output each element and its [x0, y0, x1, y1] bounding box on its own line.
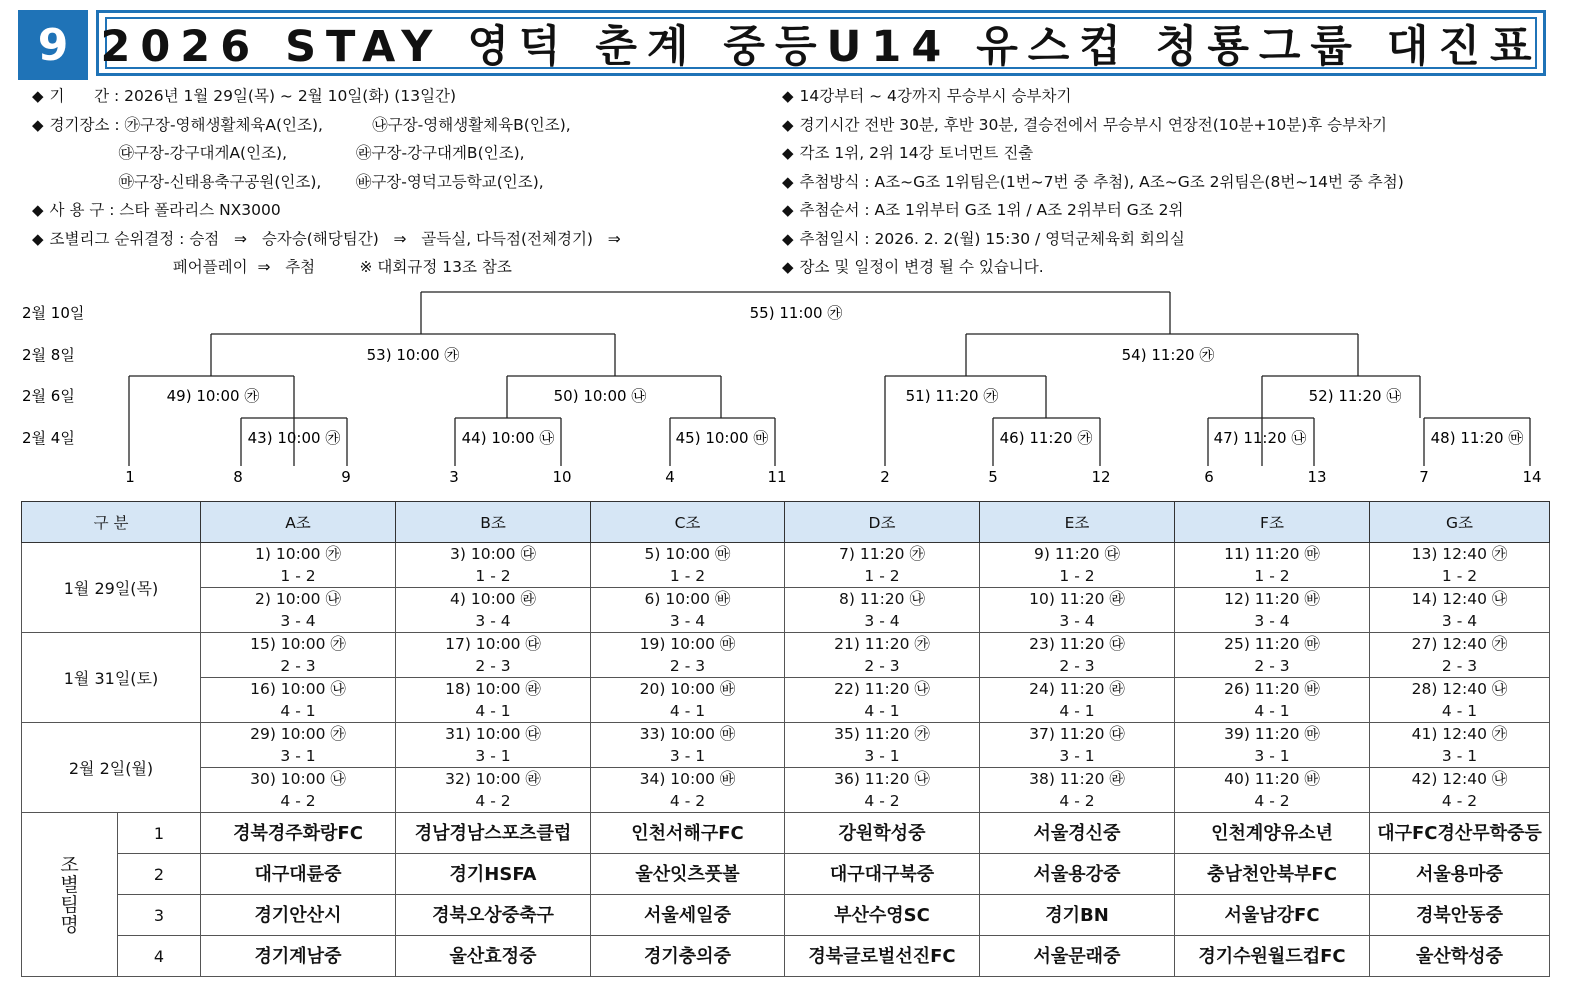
- team-name: 서울용강중: [980, 854, 1175, 895]
- team-name: 서울세일중: [591, 895, 785, 936]
- seed-number: 3: [449, 468, 459, 486]
- match-time: 17) 10:00 ㉰: [445, 635, 541, 653]
- header-group: C조: [591, 502, 785, 543]
- info-left-text: 기 간 : 2026년 1월 29일(목) ~ 2월 10일(화) (13일간): [49, 87, 457, 105]
- match-cell: [785, 543, 980, 588]
- match-pairing: 1 - 2: [669, 567, 706, 585]
- match-pairing: 4 - 2: [1254, 792, 1290, 810]
- match-cell: [591, 723, 785, 768]
- team-name: 대구대구북중: [785, 854, 980, 895]
- info-right-line: [782, 82, 1404, 111]
- match-cell: [980, 543, 1175, 588]
- match-pairing: 3 - 1: [1441, 747, 1478, 765]
- match-pairing: 4 - 2: [864, 792, 900, 810]
- match-43-label: 43) 10:00 ㉮: [247, 429, 341, 447]
- header: [18, 10, 1550, 82]
- table-row: [22, 768, 1550, 813]
- team-name: 경남경남스포츠클럽: [396, 813, 591, 854]
- seed-number: 11: [767, 468, 787, 486]
- match-time: 20) 10:00 ㉳: [639, 680, 736, 698]
- match-time: 26) 11:20 ㉳: [1224, 680, 1320, 698]
- header-group: B조: [396, 502, 591, 543]
- match-time: 28) 12:40 ㉯: [1411, 680, 1508, 698]
- match-pairing: 1 - 2: [475, 567, 511, 585]
- header-group: F조: [1175, 502, 1370, 543]
- match-49-label: 49) 10:00 ㉮: [166, 387, 260, 405]
- match-pairing: 4 - 1: [864, 702, 900, 720]
- match-pairing: 3 - 1: [1254, 747, 1290, 765]
- match-pairing: 2 - 3: [1059, 657, 1095, 675]
- match-pairing: 3 - 4: [475, 612, 511, 630]
- match-cell: [1175, 723, 1370, 768]
- match-cell: [396, 588, 591, 633]
- match-pairing: 3 - 1: [475, 747, 511, 765]
- header-category: 구 분: [22, 502, 201, 543]
- match-cell: [1175, 543, 1370, 588]
- match-time: 32) 10:00 ㉱: [445, 770, 541, 788]
- team-name: 경기안산시: [201, 895, 396, 936]
- team-row: [22, 936, 1550, 977]
- header-group: G조: [1370, 502, 1550, 543]
- match-pairing: 3 - 1: [280, 747, 316, 765]
- header-group: E조: [980, 502, 1175, 543]
- match-time: 33) 10:00 ㉲: [639, 725, 736, 743]
- match-time: 13) 12:40 ㉮: [1411, 545, 1508, 563]
- match-cell: [1370, 588, 1550, 633]
- info-right-text: 각조 1위, 2위 14강 토너먼트 진출: [799, 144, 1034, 162]
- match-44-label: 44) 10:00 ㉯: [461, 429, 555, 447]
- match-cell: [201, 588, 396, 633]
- table-row: [22, 633, 1550, 678]
- match-time: 9) 11:20 ㉰: [1034, 545, 1120, 563]
- info-left-line: [32, 111, 621, 140]
- bullet-diamond-icon: ◆: [782, 87, 794, 105]
- info-left-line: [32, 196, 621, 225]
- bullet-diamond-icon: ◆: [782, 115, 794, 134]
- info-right-text: 14강부터 ~ 4강까지 무승부시 승부차기: [799, 87, 1072, 105]
- match-time: 37) 11:20 ㉰: [1029, 725, 1125, 743]
- seed-slot-number: 3: [118, 895, 201, 936]
- info-left-text: 조별리그 순위결정 : 승점 ⇒ 승자승(해당팀간) ⇒ 골득실, 다득점(전체경기) ⇒: [49, 229, 621, 248]
- match-cell: [1175, 768, 1370, 813]
- info-left-text: 경기장소 : ㉮구장-영해생활체육A(인조), ㉯구장-영해생활체육B(인조),: [49, 115, 571, 134]
- title-box: [96, 10, 1546, 76]
- match-day-label: 1월 29일(목): [22, 543, 201, 633]
- match-time: 14) 12:40 ㉯: [1411, 590, 1508, 608]
- match-pairing: 3 - 4: [1059, 612, 1095, 630]
- team-row: [22, 854, 1550, 895]
- bullet-diamond-icon: ◆: [32, 201, 44, 219]
- info-right-text: 추첨방식 : A조~G조 1위팀은(1번~7번 중 추첨), A조~G조 2위팀은(8번~14번 중 추첨): [799, 172, 1404, 191]
- match-time: 24) 11:20 ㉱: [1029, 680, 1125, 698]
- seed-number: 10: [552, 468, 572, 486]
- match-cell: [396, 768, 591, 813]
- header-group: A조: [201, 502, 396, 543]
- bullet-diamond-icon: ◆: [32, 229, 44, 248]
- seed-slot-number: 1: [118, 813, 201, 854]
- match-day-label: 1월 31일(토): [22, 633, 201, 723]
- match-time: 7) 11:20 ㉮: [839, 545, 925, 563]
- seed-number: 1: [125, 468, 135, 486]
- bullet-diamond-icon: ◆: [32, 87, 44, 105]
- match-cell: [1370, 723, 1550, 768]
- match-cell: [980, 633, 1175, 678]
- team-name: 강원학성중: [785, 813, 980, 854]
- match-cell: [396, 678, 591, 723]
- match-time: 29) 10:00 ㉮: [250, 725, 346, 743]
- match-50-label: 50) 10:00 ㉯: [553, 387, 647, 405]
- match-pairing: 2 - 3: [475, 657, 511, 675]
- seed-number: 8: [233, 468, 243, 486]
- seed-number: 5: [988, 468, 998, 486]
- team-name: 인천서해구FC: [591, 813, 785, 854]
- match-pairing: 4 - 2: [280, 792, 316, 810]
- match-time: 42) 12:40 ㉯: [1411, 770, 1508, 788]
- match-cell: [201, 543, 396, 588]
- match-47-label: 47) 11:20 ㉯: [1213, 429, 1307, 447]
- round-date: 2월 8일: [22, 346, 75, 364]
- match-cell: [785, 678, 980, 723]
- match-55-label: 55) 11:00 ㉮: [749, 304, 843, 322]
- seed-slot-number: 4: [118, 936, 201, 977]
- match-time: 19) 10:00 ㉲: [639, 635, 736, 653]
- info-left: [32, 82, 621, 282]
- match-cell: [591, 768, 785, 813]
- match-day-label: 2월 2일(월): [22, 723, 201, 813]
- tournament-bracket: [0, 285, 1578, 490]
- match-time: 18) 10:00 ㉱: [445, 680, 541, 698]
- match-time: 39) 11:20 ㉲: [1224, 725, 1320, 743]
- match-time: 38) 11:20 ㉱: [1029, 770, 1125, 788]
- match-cell: [396, 633, 591, 678]
- team-name: 대구FC경산무학중등: [1370, 813, 1550, 854]
- info-left-text: ㉰구장-강구대게A(인조), ㉱구장-강구대게B(인조),: [49, 144, 525, 162]
- match-time: 25) 11:20 ㉲: [1224, 635, 1320, 653]
- match-cell: [591, 543, 785, 588]
- info-right-line: [782, 196, 1404, 225]
- team-row: [22, 813, 1550, 854]
- match-cell: [201, 723, 396, 768]
- info-left-text: 페어플레이 ⇒ 추첨 ※ 대회규정 13조 참조: [49, 258, 512, 276]
- match-time: 5) 10:00 ㉲: [644, 545, 731, 563]
- info-left-line: [32, 225, 621, 254]
- match-cell: [396, 543, 591, 588]
- match-pairing: 2 - 3: [669, 657, 706, 675]
- match-pairing: 4 - 1: [1441, 702, 1478, 720]
- info-right-text: 경기시간 전반 30분, 후반 30분, 결승전에서 무승부시 연장전(10분+10분)후 승부차기: [799, 115, 1388, 134]
- team-name: 경기충의중: [591, 936, 785, 977]
- match-pairing: 4 - 1: [1059, 702, 1095, 720]
- match-cell: [1175, 588, 1370, 633]
- info-left-line: [32, 82, 621, 111]
- match-cell: [591, 588, 785, 633]
- team-name: 울산잇츠풋볼: [591, 854, 785, 895]
- team-name: 경북경주화랑FC: [201, 813, 396, 854]
- match-pairing: 2 - 3: [1254, 657, 1290, 675]
- match-pairing: 2 - 3: [1441, 657, 1478, 675]
- match-time: 2) 10:00 ㉯: [255, 590, 341, 608]
- team-name: 경북오상중축구: [396, 895, 591, 936]
- team-name: 충남천안북부FC: [1175, 854, 1370, 895]
- match-time: 6) 10:00 ㉳: [644, 590, 731, 608]
- match-pairing: 3 - 4: [280, 612, 316, 630]
- match-time: 21) 11:20 ㉮: [834, 635, 930, 653]
- info-right: [782, 82, 1404, 282]
- bullet-diamond-icon: ◆: [782, 258, 794, 276]
- match-pairing: 3 - 1: [1059, 747, 1095, 765]
- match-cell: [591, 633, 785, 678]
- match-46-label: 46) 11:20 ㉮: [999, 429, 1093, 447]
- match-cell: [1370, 633, 1550, 678]
- match-time: 34) 10:00 ㉳: [639, 770, 736, 788]
- team-name: 대구대륜중: [201, 854, 396, 895]
- seed-number: 12: [1091, 468, 1111, 486]
- info-left-text: ㉲구장-신태용축구공원(인조), ㉳구장-영덕고등학교(인조),: [49, 172, 544, 191]
- match-pairing: 2 - 3: [864, 657, 900, 675]
- bullet-diamond-icon: ◆: [782, 229, 794, 248]
- seed-number: 14: [1522, 468, 1542, 486]
- team-row: [22, 895, 1550, 936]
- match-pairing: 4 - 1: [669, 702, 706, 720]
- match-time: 11) 11:20 ㉲: [1224, 545, 1320, 563]
- match-pairing: 4 - 2: [475, 792, 511, 810]
- info-right-line: [782, 139, 1404, 168]
- match-pairing: 4 - 1: [1254, 702, 1290, 720]
- match-pairing: 4 - 2: [1441, 792, 1478, 810]
- page-number-badge: 9: [18, 10, 88, 80]
- match-cell: [1175, 633, 1370, 678]
- seed-number: 6: [1204, 468, 1214, 486]
- match-pairing: 2 - 3: [280, 657, 316, 675]
- match-cell: [785, 633, 980, 678]
- match-pairing: 4 - 1: [475, 702, 511, 720]
- seed-number: 2: [880, 468, 890, 486]
- table-row: [22, 678, 1550, 723]
- info-left-line: [32, 253, 621, 282]
- match-cell: [980, 588, 1175, 633]
- bullet-diamond-icon: ◆: [782, 172, 794, 191]
- match-time: 16) 10:00 ㉯: [250, 680, 346, 698]
- team-name: 울산효정중: [396, 936, 591, 977]
- match-pairing: 4 - 1: [280, 702, 316, 720]
- header-group: D조: [785, 502, 980, 543]
- match-cell: [785, 768, 980, 813]
- match-time: 27) 12:40 ㉮: [1411, 635, 1508, 653]
- seed-number: 13: [1307, 468, 1327, 486]
- info-left-text: 사 용 구 : 스타 폴라리스 NX3000: [49, 201, 281, 219]
- table-row: [22, 723, 1550, 768]
- match-cell: [1370, 768, 1550, 813]
- round-date: 2월 6일: [22, 387, 75, 405]
- match-cell: [201, 633, 396, 678]
- table-row: [22, 588, 1550, 633]
- match-pairing: 1 - 2: [1059, 567, 1095, 585]
- bullet-diamond-icon: ◆: [782, 144, 794, 162]
- match-time: 3) 10:00 ㉰: [450, 545, 536, 563]
- team-name: 서울남강FC: [1175, 895, 1370, 936]
- team-name: 울산학성중: [1370, 936, 1550, 977]
- match-51-label: 51) 11:20 ㉮: [905, 387, 999, 405]
- team-name: 경기HSFA: [396, 854, 591, 895]
- team-name: 경기계남중: [201, 936, 396, 977]
- match-pairing: 1 - 2: [1254, 567, 1290, 585]
- info-right-line: [782, 253, 1404, 282]
- match-time: 4) 10:00 ㉱: [450, 590, 536, 608]
- match-cell: [396, 723, 591, 768]
- match-time: 15) 10:00 ㉮: [250, 635, 346, 653]
- match-cell: [591, 678, 785, 723]
- match-time: 1) 10:00 ㉮: [255, 545, 341, 563]
- info-right-text: 장소 및 일정이 변경 될 수 있습니다.: [799, 258, 1044, 276]
- info-left-line: [32, 168, 621, 197]
- team-name: 경기수원월드컵FC: [1175, 936, 1370, 977]
- teams-section-label: 조 별 팀 명: [22, 813, 118, 977]
- match-pairing: 3 - 4: [669, 612, 706, 630]
- match-cell: [980, 768, 1175, 813]
- match-time: 36) 11:20 ㉯: [834, 770, 930, 788]
- match-48-label: 48) 11:20 ㉲: [1430, 429, 1524, 447]
- match-cell: [785, 723, 980, 768]
- seed-slot-number: 2: [118, 854, 201, 895]
- match-time: 23) 11:20 ㉰: [1029, 635, 1125, 653]
- match-52-label: 52) 11:20 ㉯: [1308, 387, 1402, 405]
- match-pairing: 1 - 2: [1441, 567, 1478, 585]
- match-cell: [201, 678, 396, 723]
- match-cell: [1370, 543, 1550, 588]
- info-right-line: [782, 111, 1404, 140]
- seed-number: 9: [341, 468, 351, 486]
- match-pairing: 3 - 4: [1254, 612, 1290, 630]
- round-date: 2월 4일: [22, 429, 75, 447]
- match-pairing: 4 - 2: [669, 792, 706, 810]
- team-name: 서울문래중: [980, 936, 1175, 977]
- table-row: [22, 543, 1550, 588]
- info-right-line: [782, 168, 1404, 197]
- match-45-label: 45) 10:00 ㉲: [675, 429, 769, 447]
- match-cell: [785, 588, 980, 633]
- bullet-diamond-icon: ◆: [32, 115, 44, 134]
- match-pairing: 1 - 2: [280, 567, 316, 585]
- match-time: 8) 11:20 ㉯: [839, 590, 925, 608]
- match-time: 30) 10:00 ㉯: [250, 770, 346, 788]
- match-time: 31) 10:00 ㉰: [445, 725, 541, 743]
- match-pairing: 3 - 1: [864, 747, 900, 765]
- seed-number: 4: [665, 468, 675, 486]
- group-schedule-table: [21, 501, 1550, 977]
- team-name: 서울용마중: [1370, 854, 1550, 895]
- match-cell: [980, 723, 1175, 768]
- info-right-line: [782, 225, 1404, 254]
- seed-number: 7: [1419, 468, 1429, 486]
- bullet-diamond-icon: ◆: [782, 201, 794, 219]
- match-time: 41) 12:40 ㉮: [1411, 725, 1508, 743]
- match-time: 40) 11:20 ㉳: [1224, 770, 1320, 788]
- match-time: 22) 11:20 ㉯: [834, 680, 930, 698]
- match-time: 12) 11:20 ㉳: [1224, 590, 1320, 608]
- info-left-line: [32, 139, 621, 168]
- info-right-text: 추첨순서 : A조 1위부터 G조 1위 / A조 2위부터 G조 2위: [799, 201, 1184, 219]
- match-time: 35) 11:20 ㉮: [834, 725, 930, 743]
- match-pairing: 3 - 4: [864, 612, 900, 630]
- match-cell: [201, 768, 396, 813]
- team-name: 경북안동중: [1370, 895, 1550, 936]
- team-name: 부산수영SC: [785, 895, 980, 936]
- match-pairing: 1 - 2: [864, 567, 900, 585]
- team-name: 경기BN: [980, 895, 1175, 936]
- match-pairing: 3 - 4: [1441, 612, 1478, 630]
- round-date: 2월 10일: [22, 304, 85, 322]
- page-title: 2026 STAY 영덕 춘계 중등U14 유스컵 청룡그룹 대진표: [100, 21, 1542, 72]
- match-cell: [980, 678, 1175, 723]
- match-pairing: 3 - 1: [669, 747, 706, 765]
- match-53-label: 53) 10:00 ㉮: [366, 346, 460, 364]
- team-name: 경북글로벌선진FC: [785, 936, 980, 977]
- match-time: 10) 11:20 ㉱: [1029, 590, 1125, 608]
- team-name: 인천계양유소년: [1175, 813, 1370, 854]
- match-cell: [1370, 678, 1550, 723]
- match-pairing: 4 - 2: [1059, 792, 1095, 810]
- info-right-text: 추첨일시 : 2026. 2. 2(월) 15:30 / 영덕군체육회 회의실: [799, 229, 1185, 248]
- team-name: 서울경신중: [980, 813, 1175, 854]
- match-54-label: 54) 11:20 ㉮: [1121, 346, 1215, 364]
- match-cell: [1175, 678, 1370, 723]
